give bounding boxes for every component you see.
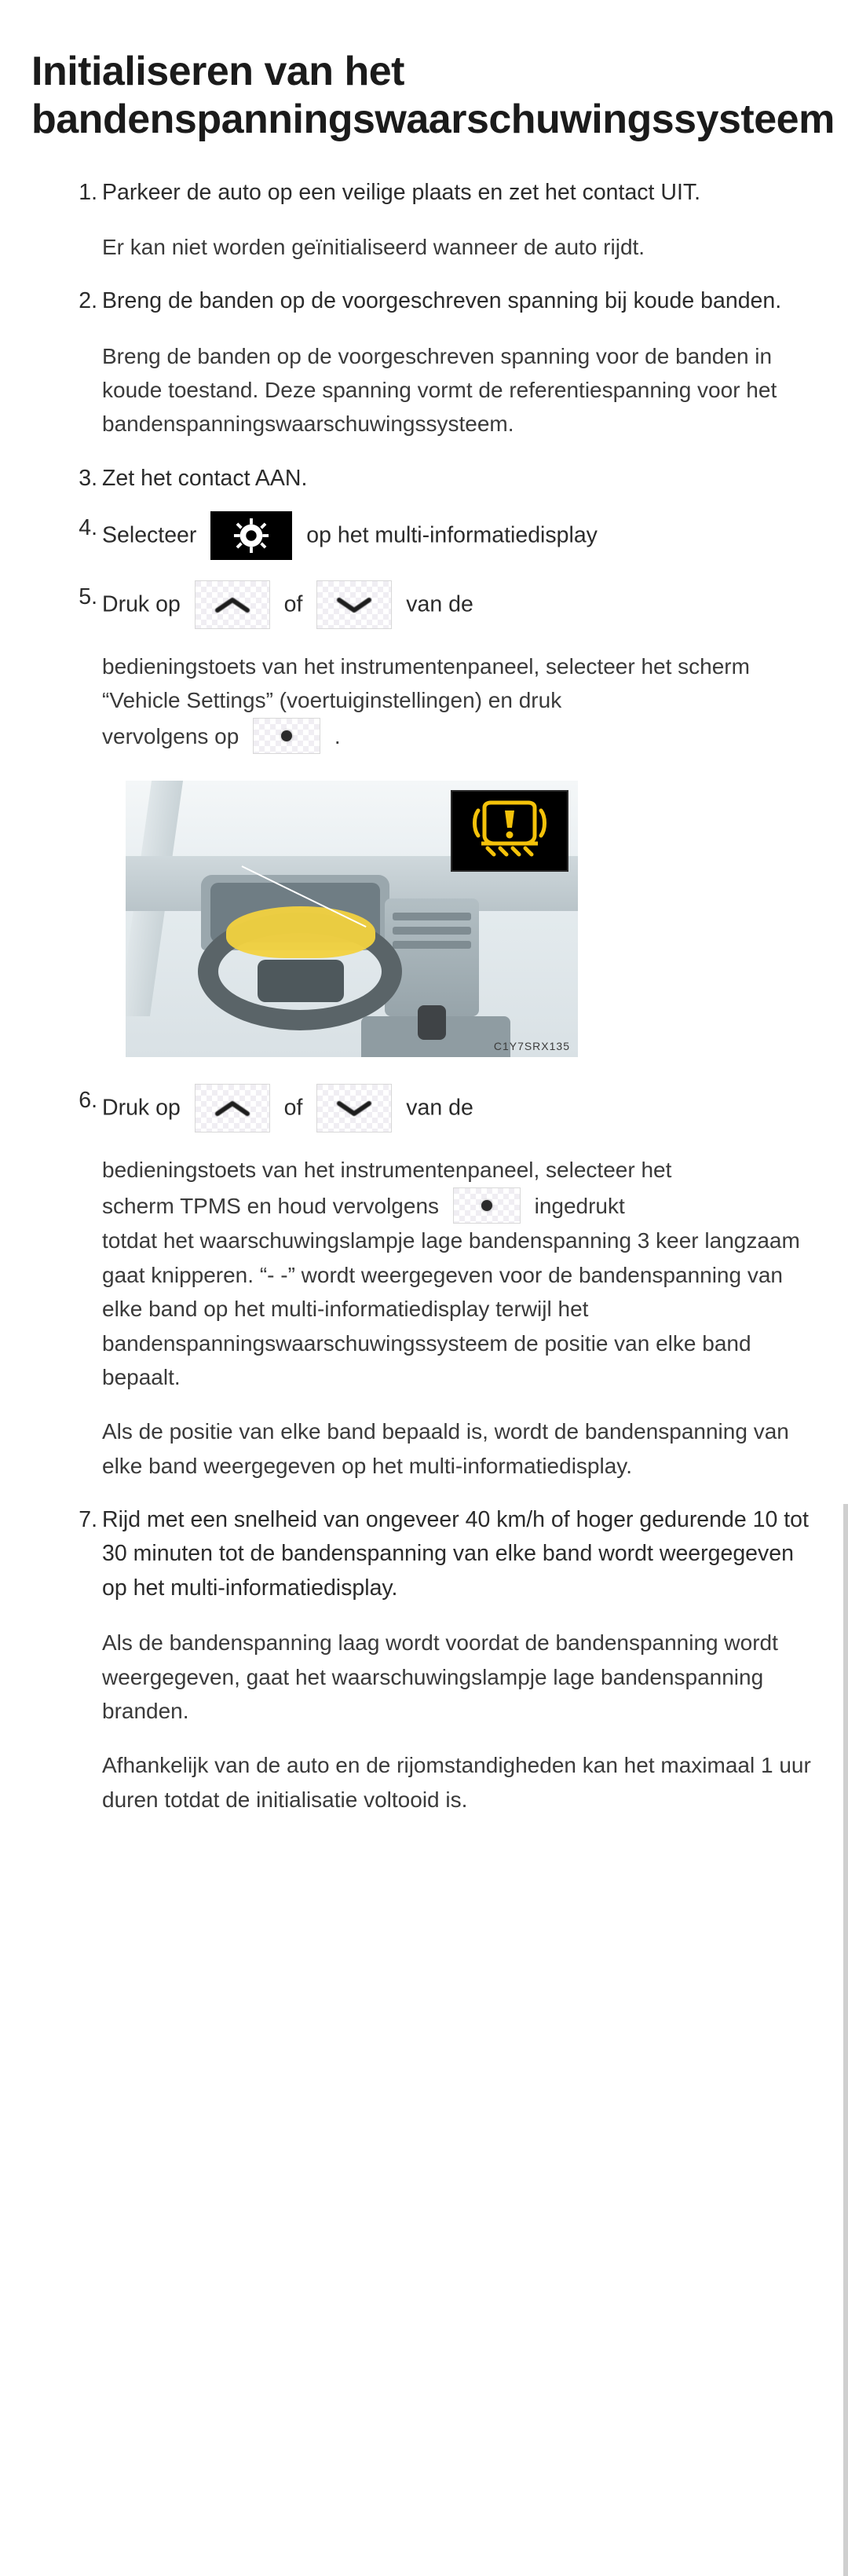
highlight-region — [226, 906, 375, 958]
chevron-down-icon — [316, 580, 392, 629]
figure-code: C1Y7SRX135 — [493, 1040, 570, 1053]
step-7-note-2: Afhankelijk van de auto en de rijomstandigheden kan het maximaal 1 uur duren totdat de initialisatie voltooid is. — [102, 1753, 811, 1812]
step-5-text-middle: of — [283, 591, 303, 617]
step-6-cont-2-before: scherm TPMS en houd vervolgens — [102, 1193, 440, 1218]
step-5-cont-1: bedieningstoets van het instrumentenpaneel, selecteer het scherm “Vehicle Settings” (voertuiginstellingen) en druk — [102, 654, 750, 713]
list-item-step-3 — [102, 462, 817, 496]
step-5-cont-2-after: . — [334, 723, 341, 748]
step-5-cont-2-before: vervolgens op — [102, 723, 239, 748]
enter-dot-button-icon — [253, 718, 320, 754]
step-5-continued — [102, 649, 817, 754]
chevron-up-icon — [195, 1084, 270, 1132]
page-title: Initialiseren van het bandenspanningswaarschuwingssysteem — [31, 48, 835, 143]
chevron-down-glyph — [336, 595, 372, 615]
air-vent — [393, 941, 471, 949]
chevron-up-glyph — [214, 1098, 250, 1118]
step-3-text: Zet het contact AAN. — [102, 465, 308, 491]
dot-glyph — [481, 1200, 492, 1211]
step-4-text-after: op het multi-informatiedisplay — [306, 522, 598, 548]
instruction-steps-list — [0, 176, 848, 755]
chevron-up-icon — [195, 580, 270, 629]
list-item-step-7 — [102, 1503, 817, 1817]
instruction-steps-list-continued — [0, 1084, 848, 1817]
tpms-warning-icon — [470, 800, 549, 862]
step-5-text-before: Druk op — [102, 591, 181, 617]
list-item-step-2 — [102, 284, 817, 441]
step-6-cont-2-after: ingedrukt — [534, 1193, 625, 1218]
step-6-text-before: Druk op — [102, 1095, 181, 1121]
chevron-down-glyph — [336, 1098, 372, 1118]
chevron-up-glyph — [214, 595, 250, 615]
step-1-note: Er kan niet worden geïnitialiseerd wanneer de auto rijdt. — [102, 234, 645, 259]
air-vent — [393, 927, 471, 935]
tpms-warning-panel — [451, 790, 568, 872]
list-item-step-1 — [102, 176, 817, 265]
document-page — [0, 27, 848, 1817]
dashboard-illustration — [126, 781, 578, 1057]
scrollbar[interactable] — [843, 1504, 848, 2576]
step-6-text-middle: of — [283, 1095, 303, 1121]
dot-glyph — [281, 730, 292, 741]
gear-icon — [210, 511, 292, 560]
air-vent — [393, 913, 471, 920]
step-7-text: Rijd met een snelheid van ongeveer 40 km/h of hoger gedurende 10 tot 30 minuten tot de bandenspanning van elke band wordt weergegeven op het multi-informatiedisplay. — [102, 1507, 809, 1601]
list-item-step-4 — [102, 511, 817, 560]
chevron-down-icon — [316, 1084, 392, 1132]
step-6-note: Als de positie van elke band bepaald is, wordt de bandenspanning van elke band weergegeven op het multi-informatiedisplay. — [102, 1419, 789, 1478]
step-2-text: Breng de banden op de voorgeschreven spanning bij koude banden. — [102, 288, 782, 314]
figure-wrapper — [0, 781, 848, 1057]
step-6-continued — [102, 1153, 817, 1394]
step-4-text-before: Selecteer — [102, 522, 197, 548]
step-1-text: Parkeer de auto op een veilige plaats en zet het contact UIT. — [102, 179, 701, 205]
steering-wheel-hub — [258, 960, 344, 1002]
step-5-text-after: van de — [406, 591, 473, 617]
step-7-note-1: Als de bandenspanning laag wordt voordat de bandenspanning wordt weergegeven, gaat het waarschuwingslampje lage bandenspanning branden. — [102, 1630, 778, 1723]
gear-shifter — [418, 1005, 446, 1040]
step-6-text-after: van de — [406, 1095, 473, 1121]
list-item-step-5 — [102, 580, 817, 754]
step-6-cont-3: totdat het waarschuwingslampje lage bandenspanning 3 keer langzaam gaat knipperen. “- -” wordt weergegeven voor de bandenspanning van elke band op het multi-informatiedisplay terwijl het bandenspanningswaarschuwingssysteem de positie van elke band bepaalt. — [102, 1228, 800, 1389]
step-6-cont-1: bedieningstoets van het instrumentenpaneel, selecteer het — [102, 1158, 672, 1183]
list-item-step-6 — [102, 1084, 817, 1483]
enter-dot-button-icon — [453, 1187, 521, 1224]
step-2-note: Breng de banden op de voorgeschreven spanning voor de banden in koude toestand. Deze spanning vormt de referentiespanning voor het bandenspanningswaarschuwingssysteem. — [102, 343, 777, 437]
